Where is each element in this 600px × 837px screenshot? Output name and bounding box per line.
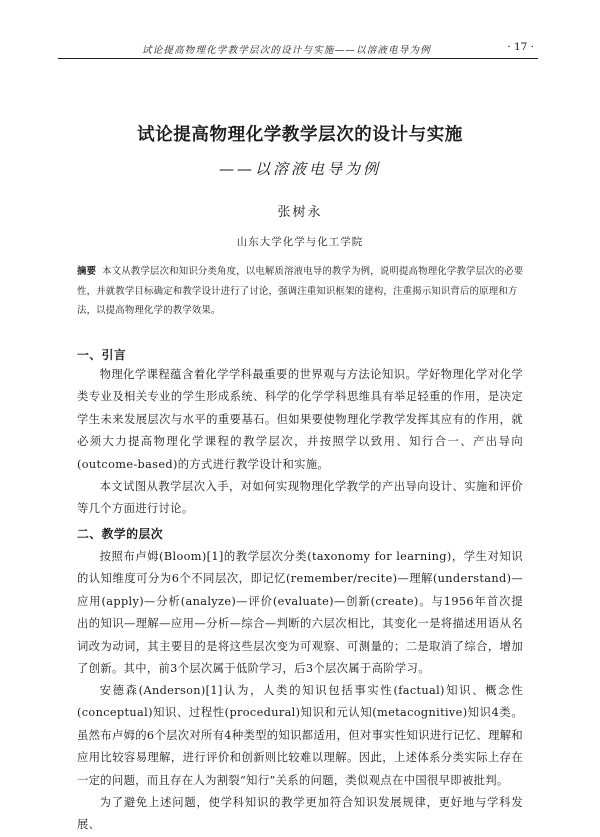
abstract-label: 摘要 [77, 266, 97, 277]
paper-title: 试论提高物理化学教学层次的设计与实施 [137, 125, 463, 145]
author: 张树永 [277, 205, 323, 220]
paragraph: 物理化学课程蕴含着化学学科最重要的世界观与方法论知识。学好物理化学对化学类专业及相关专业的学生形成系统、科学的化学学科思维具有举足轻重的作用，是决定学生未来发展层次与水平的重要基石。但如果要使物理化学教学发挥其应有的作用，就必须大力提高物理化学课程的教学层次，并按照学以致用、知行合一、产出导向(outcome-based)的方式进行教学设计和实施。 [77, 368, 523, 471]
affiliation: 山东大学化学与化工学院 [236, 236, 364, 248]
section-heading-introduction: 一、引言 [77, 348, 127, 362]
section-heading-teaching-levels: 二、教学的层次 [77, 527, 164, 541]
page-number: · 17 · [507, 41, 534, 53]
abstract [77, 262, 525, 321]
paragraph: 安德森(Anderson)[1]认为，人类的知识包括事实性(factual)知识、概念性(conceptual)知识、过程性(procedural)知识和元认知(metacognitive)知识4类。虽然布卢姆的6个层次对所有4种类型的知识都适用，但对事实性知识进行记忆、理解和应用比较容易理解，进行评价和创新则比较难以理解。因此，上述体系分类实际上存在一定的问题，而且存在人为割裂“知行”关系的问题，类似观点在中国很早即被批判。 [77, 684, 524, 787]
paragraph: 本文试图从教学层次入手，对如何实现物理化学教学的产出导向设计、实施和评价等几个方面进行讨论。 [77, 480, 523, 516]
paragraph: 按照布卢姆(Bloom)[1]的教学层次分类(taxonomy for learning)，学生对知识的认知维度可分为6个不同层次，即记忆(remember/recite)—理解(understand)—应用(apply)—分析(analyze)—评价(evaluate)—创新(create)。与1956年首次提出的知识—理解—应用—分析—综合—判断的六层次相比，其变化一是将描述用语从名词改为动词，其主要目的是将这些层次变为可观察、可测量的；二是取消了综合，增加了创新。其中，前3个层次属于低阶学习，后3个层次属于高阶学习。 [77, 550, 523, 676]
paper-subtitle: ——以溶液电导为例 [218, 160, 381, 178]
running-title: 试论提高物理化学教学层次的设计与实施——以溶液电导为例 [142, 45, 431, 56]
abstract-text: 本文从教学层次和知识分类角度，以电解质溶液电导的教学为例，说明提高物理化学教学层次的必要性，并就教学目标确定和教学设计进行了讨论，强调注重知识框架的建构，注重揭示知识背后的原理和方法，以提高物理化学的教学效果。 [77, 266, 524, 316]
paragraph: 为了避免上述问题，使学科知识的教学更加符合知识发展规律，更好地与学科发展、 [77, 796, 523, 832]
running-header [58, 40, 538, 59]
